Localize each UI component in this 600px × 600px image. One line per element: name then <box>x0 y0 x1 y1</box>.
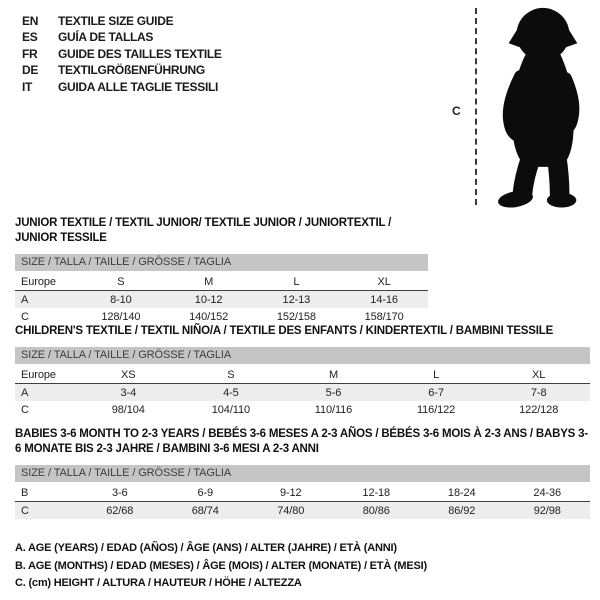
height-cell: 140/152 <box>189 310 229 323</box>
height-cell: 158/170 <box>364 310 404 323</box>
size-cell: S <box>77 273 165 291</box>
language-title: GUIDA ALLE TAGLIE TESSILI <box>58 79 219 94</box>
height-cell: 98/104 <box>111 403 145 416</box>
language-row-en <box>22 13 222 29</box>
babies-size-table <box>15 484 590 519</box>
height-measure-dashed-line <box>475 8 477 205</box>
months-cell: 18-24 <box>419 484 505 502</box>
language-row-it <box>22 79 222 95</box>
height-cell: 68/74 <box>163 502 249 520</box>
junior-size-header-bar: SIZE / TALLA / TAILLE / GRÖSSE / TAGLIA <box>15 254 428 271</box>
months-cell: 24-36 <box>505 484 591 502</box>
table-row <box>15 291 428 309</box>
table-row <box>15 401 590 418</box>
size-cell: L <box>253 273 341 291</box>
height-cell: 62/68 <box>77 502 163 520</box>
language-row-de <box>22 62 222 78</box>
row-label: A <box>15 291 77 309</box>
table-row <box>15 502 590 520</box>
language-row-es <box>22 29 222 45</box>
babies-table-title: BABIES 3-6 MONTH TO 2-3 YEARS / BEBÉS 3-6 MESES A 2-3 AÑOS / BÉBÉS 3-6 MOIS À 2-3 ANS / BABYS 3-6 MONATE BIS 2-3 JAHRE / BAMBINI 3-6 MESI A 2-3 ANNI <box>15 428 588 455</box>
childrens-size-table <box>15 366 590 418</box>
height-cell: 116/122 <box>416 403 456 416</box>
age-cell: 14-16 <box>340 291 428 309</box>
language-title: GUIDE DES TAILLES TEXTILE <box>58 46 222 61</box>
age-cell: 7-8 <box>487 384 590 402</box>
age-cell: 8-10 <box>77 291 165 309</box>
footnote-a: A. AGE (YEARS) / EDAD (AÑOS) / ÂGE (ANS) / ALTER (JAHRE) / ETÀ (ANNI) <box>15 542 397 554</box>
size-cell: XS <box>77 366 180 384</box>
height-cell: 110/116 <box>314 403 353 416</box>
language-code: DE <box>22 63 39 78</box>
childrens-table-title: CHILDREN'S TEXTILE / TEXTIL NIÑO/A / TEXTILE DES ENFANTS / KINDERTEXTIL / BAMBINI TESSILE <box>15 325 554 337</box>
height-cell: 152/158 <box>276 310 316 323</box>
size-cell: L <box>385 366 488 384</box>
height-cell: 104/110 <box>211 403 251 416</box>
language-code: EN <box>22 14 39 28</box>
language-title: TEXTILGRÖßENFÜHRUNG <box>58 63 205 78</box>
months-cell: 12-18 <box>334 484 420 502</box>
height-cell: 122/128 <box>519 403 559 416</box>
height-cell: 128/140 <box>101 310 141 323</box>
age-cell: 4-5 <box>180 384 283 402</box>
table-row <box>15 366 590 384</box>
footnote-list <box>15 540 427 593</box>
language-title: GUÍA DE TALLAS <box>58 30 154 45</box>
months-cell: 9-12 <box>248 484 334 502</box>
row-label: C <box>21 310 29 323</box>
age-cell: 3-4 <box>77 384 180 402</box>
language-code: FR <box>22 46 38 61</box>
age-cell: 12-13 <box>253 291 341 309</box>
table-row <box>15 484 590 502</box>
childrens-textile-section <box>15 324 590 418</box>
height-cell: 86/92 <box>419 502 505 520</box>
size-cell: XL <box>340 273 428 291</box>
language-row-fr <box>22 46 222 62</box>
size-cell: XL <box>487 366 590 384</box>
table-row <box>15 273 428 291</box>
row-label: A <box>15 384 77 402</box>
row-label: C <box>21 403 29 416</box>
babies-textile-section <box>15 427 590 519</box>
height-measure-label: C <box>452 104 461 118</box>
height-measure-figure <box>440 0 600 215</box>
junior-textile-section <box>15 216 428 325</box>
junior-table-title: JUNIOR TEXTILE / TEXTIL JUNIOR/ TEXTILE JUNIOR / JUNIORTEXTIL / JUNIOR TESSILE <box>15 217 392 244</box>
size-cell: M <box>165 273 253 291</box>
height-cell: 92/98 <box>505 502 591 520</box>
age-cell: 6-7 <box>385 384 488 402</box>
language-title-list <box>22 13 222 95</box>
language-code: ES <box>22 30 38 45</box>
language-code: IT <box>22 79 33 94</box>
table-row <box>15 308 428 325</box>
babies-size-header-bar: SIZE / TALLA / TAILLE / GRÖSSE / TAGLIA <box>15 465 590 482</box>
baby-silhouette-icon <box>482 4 600 210</box>
size-cell: S <box>180 366 283 384</box>
childrens-size-header-bar: SIZE / TALLA / TAILLE / GRÖSSE / TAGLIA <box>15 347 590 364</box>
age-cell: 10-12 <box>165 291 253 309</box>
table-row <box>15 384 590 402</box>
size-cell: M <box>282 366 385 384</box>
row-label: B <box>15 484 77 502</box>
age-cell: 5-6 <box>282 384 385 402</box>
row-label: Europe <box>15 273 77 291</box>
months-cell: 3-6 <box>77 484 163 502</box>
footnote-c: C. (cm) HEIGHT / ALTURA / HAUTEUR / HÖHE / ALTEZZA <box>15 577 302 589</box>
height-cell: 74/80 <box>248 502 334 520</box>
height-cell: 80/86 <box>334 502 420 520</box>
language-title: TEXTILE SIZE GUIDE <box>58 14 174 28</box>
row-label: C <box>15 502 77 520</box>
junior-size-table <box>15 273 428 325</box>
row-label: Europe <box>15 366 77 384</box>
months-cell: 6-9 <box>163 484 249 502</box>
footnote-b: B. AGE (MONTHS) / EDAD (MESES) / ÂGE (MOIS) / ALTER (MONATE) / ETÀ (MESI) <box>15 559 427 572</box>
